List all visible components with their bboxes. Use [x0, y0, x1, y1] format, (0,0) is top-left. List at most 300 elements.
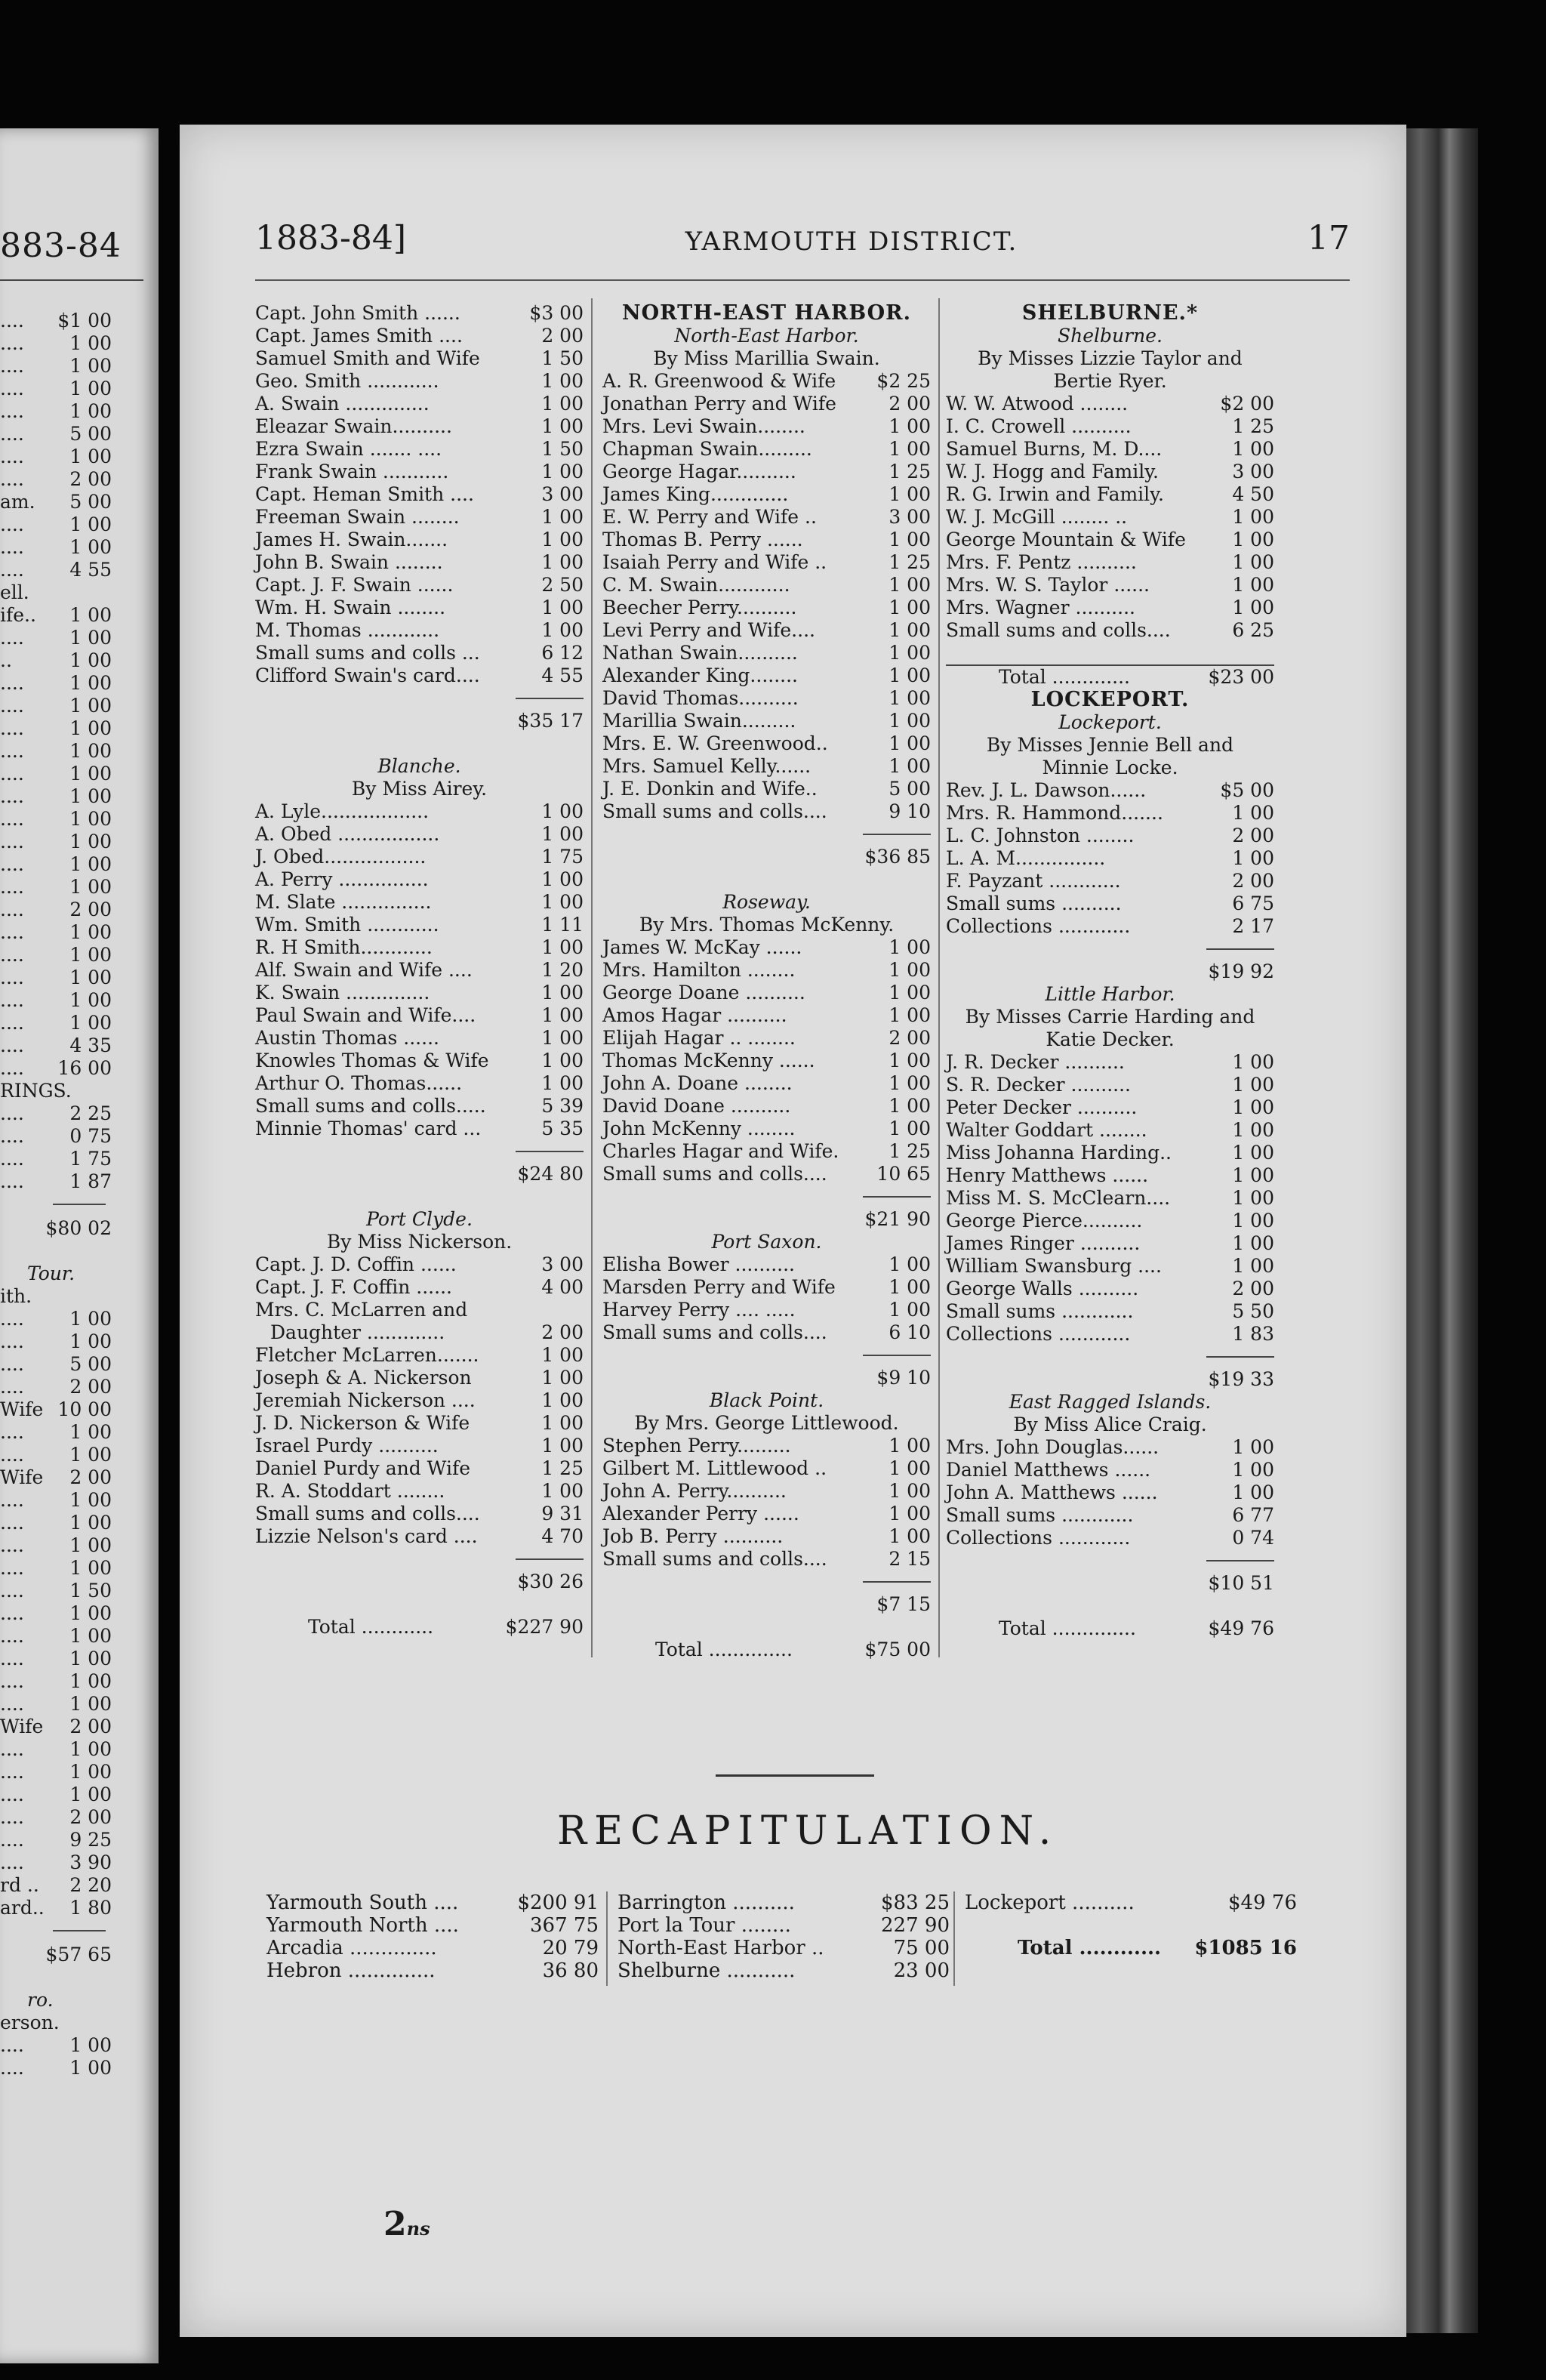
recap-entry-row — [965, 1937, 1297, 1959]
port-clyde-entry-row — [255, 1276, 584, 1299]
ragged-islands-entry-amount: 6 77 — [1232, 1504, 1274, 1526]
roseway-entry-row — [602, 936, 931, 959]
left-line-text: .... — [0, 2034, 24, 2056]
left-line-amount: 1 00 — [69, 808, 112, 830]
left-line-amount: 1 00 — [69, 785, 112, 807]
shelburne-entry-amount: $2 00 — [1220, 393, 1274, 415]
yarmouth-entry-name: Capt. James Smith .... — [255, 325, 463, 347]
recap-entry-name: Barrington .......... — [617, 1891, 795, 1914]
recap-entry-name: Total ............ — [1018, 1937, 1162, 1959]
ne-harbor-entry-name: Levi Perry and Wife.... — [602, 619, 815, 641]
subtotal-little-harbor: $19 33 — [1208, 1368, 1274, 1390]
roseway-entry-name: Charles Hagar and Wife. — [602, 1140, 839, 1162]
blanche-entry-row — [255, 823, 584, 846]
spacer — [602, 868, 931, 891]
ne-harbor-entry-name: Jonathan Perry and Wife — [602, 393, 836, 415]
ne-harbor-entry-row — [602, 642, 931, 664]
left-line — [0, 649, 151, 672]
port-clyde-entry-row — [255, 1299, 584, 1321]
left-line-text: .... — [0, 1444, 24, 1466]
shelburne-entry-name: George Mountain & Wife — [946, 529, 1186, 550]
little-harbor-entry-amount: 1 00 — [1232, 1074, 1274, 1096]
blanche-entry-row — [255, 982, 584, 1004]
page-number: 17 — [1307, 219, 1350, 257]
recap-entry-amount: 227 90 — [881, 1914, 950, 1937]
left-line — [0, 355, 151, 378]
left-line-amount: 1 00 — [69, 1738, 112, 1760]
section-roseway: Roseway. — [722, 891, 811, 913]
left-line-text: .... — [0, 672, 24, 694]
subtotal-roseway: $21 90 — [864, 1208, 931, 1230]
lockeport-entry-name: Small sums .......... — [946, 892, 1122, 914]
yarmouth-entry-row — [255, 302, 584, 325]
yarmouth-entry-amount: 1 00 — [541, 415, 584, 437]
left-line-text: .... — [0, 1057, 24, 1079]
black-point-entry-amount: 1 00 — [888, 1457, 931, 1479]
left-text-value: erson. — [0, 2012, 60, 2033]
left-sum — [0, 1217, 151, 1240]
little-harbor-entry-row — [946, 1096, 1274, 1119]
left-line-text: .... — [0, 445, 24, 467]
left-line-amount: 1 00 — [69, 966, 112, 988]
ragged-islands-entry-name: John A. Matthews ...... — [946, 1481, 1158, 1503]
ne-harbor-entry-name: James King............. — [602, 483, 789, 505]
subtotal-ragged-islands: $10 51 — [1208, 1572, 1274, 1594]
recap-entry-row — [266, 1914, 599, 1937]
blanche-entry-name: Paul Swain and Wife.... — [255, 1004, 476, 1026]
shelburne-entry-name: W. W. Atwood ........ — [946, 393, 1129, 415]
ne-harbor-entry-amount: 1 00 — [888, 415, 931, 437]
shelburne-entry-name: Mrs. Wagner .......... — [946, 597, 1135, 618]
left-line — [0, 2057, 151, 2079]
port-saxon-entry-amount: 1 00 — [888, 1253, 931, 1275]
yarmouth-entry-amount: $3 00 — [529, 302, 584, 324]
left-line-amount: 1 00 — [69, 1421, 112, 1443]
lockeport-entry-row — [946, 870, 1274, 892]
collector-shelburne-2: Bertie Ryer. — [1053, 370, 1167, 392]
ne-harbor-entry-name: Chapman Swain......... — [602, 438, 812, 460]
yarmouth-entry-amount: 1 50 — [541, 347, 584, 369]
yarmouth-entry-name: Wm. H. Swain ........ — [255, 597, 446, 618]
little-harbor-entry-row — [946, 1210, 1274, 1232]
blanche-entry-amount: 1 00 — [541, 823, 584, 845]
blanche-entry-amount: 1 00 — [541, 982, 584, 1003]
roseway-entry-name: John McKenny ........ — [602, 1118, 796, 1139]
little-harbor-entry-name: Small sums ............ — [946, 1300, 1134, 1322]
subtotal-little-harbor-rule-row — [946, 1346, 1274, 1368]
little-harbor-entry-row — [946, 1051, 1274, 1074]
port-clyde-entry-row — [255, 1367, 584, 1389]
ne-harbor-entry-amount: 1 00 — [888, 597, 931, 618]
recap-entry-row — [617, 1891, 950, 1914]
left-line-amount: 5 00 — [69, 491, 112, 513]
ne-harbor-entry-amount: 1 00 — [888, 687, 931, 709]
roseway-entry-row — [602, 1095, 931, 1118]
yarmouth-entry-name: Ezra Swain ....... .... — [255, 438, 442, 460]
shelburne-entry-amount: 1 00 — [1232, 574, 1274, 596]
little-harbor-entry-amount: 1 00 — [1232, 1232, 1274, 1254]
little-harbor-entry-name: S. R. Decker .......... — [946, 1074, 1131, 1096]
blanche-entry-amount: 1 00 — [541, 1004, 584, 1026]
ne-harbor-entry-row — [602, 710, 931, 732]
subtotal-ne-harbor: $36 85 — [864, 846, 931, 868]
black-point-entry-row — [602, 1525, 931, 1548]
port-clyde-entry-amount: 4 00 — [541, 1276, 584, 1298]
left-line-amount: 1 00 — [69, 649, 112, 671]
yarmouth-entry-amount: 6 12 — [541, 642, 584, 664]
ne-harbor-entry-row — [602, 619, 931, 642]
port-saxon-entry-row — [602, 1321, 931, 1344]
roseway-entry-amount: 2 00 — [888, 1027, 931, 1049]
left-line-amount: 1 75 — [69, 1148, 112, 1170]
left-line-text: ard.. — [0, 1897, 45, 1919]
little-harbor-entry-amount: 1 00 — [1232, 1142, 1274, 1164]
lockeport-entry-amount: 2 00 — [1232, 825, 1274, 846]
little-harbor-entry-name: George Pierce.......... — [946, 1210, 1143, 1232]
left-line — [0, 831, 151, 853]
shelburne-entry-amount: 4 50 — [1232, 483, 1274, 505]
page-17 — [180, 125, 1406, 2337]
little-harbor-entry-amount: 1 00 — [1232, 1096, 1274, 1118]
little-harbor-entry-row — [946, 1300, 1274, 1323]
left-line-amount: 4 35 — [69, 1034, 112, 1056]
left-line — [0, 763, 151, 785]
page-header-year: 1883-84] — [255, 219, 406, 257]
subtotal-lockeport-rule-row — [946, 938, 1274, 960]
ne-harbor-entry-amount: 1 00 — [888, 483, 931, 505]
blanche-entry-amount: 1 11 — [541, 914, 584, 936]
left-line-amount: 2 25 — [69, 1102, 112, 1124]
black-point-entry-amount: 1 00 — [888, 1480, 931, 1502]
left-line-amount: 1 00 — [69, 1308, 112, 1330]
roseway-entry-row — [602, 1140, 931, 1163]
little-harbor-entry-amount: 1 00 — [1232, 1119, 1274, 1141]
ne-harbor-entry-amount: 1 25 — [888, 551, 931, 573]
left-line-text: .... — [0, 2057, 24, 2079]
subtotal-black-point: $7 15 — [876, 1593, 931, 1615]
shelburne-entry-amount: 3 00 — [1232, 461, 1274, 482]
little-harbor-entry-name: Henry Matthews ...... — [946, 1164, 1149, 1186]
left-line-text: .... — [0, 1102, 24, 1124]
recap-entry-row — [617, 1937, 950, 1959]
roseway-entry-name: John A. Doane ........ — [602, 1072, 793, 1094]
blanche-entry-amount: 5 39 — [541, 1095, 584, 1117]
port-saxon-entry-row — [602, 1276, 931, 1299]
blanche-entry-row — [255, 914, 584, 936]
recap-entry-row — [965, 1914, 1297, 1937]
roseway-entry-name: Thomas McKenny ...... — [602, 1050, 815, 1071]
left-line-text: .... — [0, 1534, 24, 1556]
recap-entry-name: Yarmouth North .... — [266, 1914, 459, 1937]
roseway-entry-row — [602, 959, 931, 982]
left-line-text: .... — [0, 1512, 24, 1534]
blanche-entry-name: Wm. Smith ............ — [255, 914, 439, 936]
left-line-text: .... — [0, 944, 24, 966]
blanche-entry-row — [255, 959, 584, 982]
recapitulation-title: RECAPITULATION. — [557, 1808, 1059, 1854]
black-point-entry-name: Stephen Perry......... — [602, 1435, 791, 1457]
recap-entry-name: Lockeport .......... — [965, 1891, 1135, 1914]
left-line — [0, 672, 151, 695]
ne-harbor-entry-name: George Hagar.......... — [602, 461, 796, 482]
section-blanche: Blanche. — [377, 755, 461, 777]
collector-little-harbor: By Misses Carrie Harding and — [965, 1006, 1255, 1028]
ne-harbor-entry-amount: 1 00 — [888, 642, 931, 664]
yarmouth-entry-row — [255, 461, 584, 483]
port-clyde-entry-amount: 1 00 — [541, 1389, 584, 1411]
yarmouth-entry-amount: 1 00 — [541, 506, 584, 528]
left-line-amount: 1 50 — [69, 1580, 112, 1602]
port-saxon-entry-amount: 6 10 — [888, 1321, 931, 1343]
left-line-amount: 10 00 — [57, 1398, 112, 1420]
roseway-entry-row — [602, 1027, 931, 1050]
port-saxon-entry-name: Harvey Perry .... ..... — [602, 1299, 796, 1321]
blanche-entry-row — [255, 1095, 584, 1118]
port-clyde-entry-name: Lizzie Nelson's card .... — [255, 1525, 478, 1547]
left-line — [0, 468, 151, 491]
roseway-entry-name: Amos Hagar .......... — [602, 1004, 787, 1026]
ne-harbor-entry-name: Thomas B. Perry ...... — [602, 529, 803, 550]
roseway-entry-name: James W. McKay ...... — [602, 936, 802, 958]
left-subtitle — [0, 1989, 151, 2012]
yarmouth-entry-name: Freeman Swain ........ — [255, 506, 460, 528]
spacer — [255, 1185, 584, 1208]
subtotal-black-point-rule-row — [602, 1571, 931, 1593]
recap-divider-1 — [606, 1891, 608, 1986]
ne-harbor-entry-amount: 2 00 — [888, 393, 931, 415]
book-binding — [1406, 128, 1478, 2333]
blanche-entry-name: M. Slate ............... — [255, 891, 432, 913]
yarmouth-entry-row — [255, 438, 584, 461]
port-saxon-entry-amount: 1 00 — [888, 1276, 931, 1298]
roseway-entry-row — [602, 982, 931, 1004]
left-line — [0, 1897, 151, 1919]
yarmouth-entry-amount: 2 50 — [541, 574, 584, 596]
left-line-text: .... — [0, 695, 24, 717]
left-line — [0, 1057, 151, 1080]
blanche-entry-amount: 1 00 — [541, 1050, 584, 1071]
left-line-text: am. — [0, 491, 35, 513]
shelburne-entry-name: Mrs. F. Pentz .......... — [946, 551, 1137, 573]
left-line-text: ell. — [0, 581, 29, 603]
left-line — [0, 1466, 151, 1489]
roseway-entry-name: Elijah Hagar .. ........ — [602, 1027, 796, 1049]
column-north-east-harbor — [602, 302, 931, 1661]
ne-harbor-entry-amount: $2 25 — [876, 370, 931, 392]
subtotal-port-clyde-row — [255, 1571, 584, 1593]
left-line — [0, 1851, 151, 1874]
left-line — [0, 853, 151, 876]
shelburne-entry-row — [946, 438, 1274, 461]
section-north-east-harbor: NORTH-EAST HARBOR. — [621, 301, 912, 325]
left-line-amount: 1 00 — [69, 1512, 112, 1534]
left-page-header: 883-84 — [0, 227, 122, 265]
left-line-text: .... — [0, 378, 24, 399]
ne-harbor-entry-amount: 1 00 — [888, 438, 931, 460]
left-sum-amount: $57 65 — [45, 1944, 112, 1965]
left-line-text: .... — [0, 513, 24, 535]
left-line — [0, 1602, 151, 1625]
spacer — [255, 1593, 584, 1616]
port-clyde-entry-row — [255, 1525, 584, 1548]
left-page-lines — [0, 310, 151, 2079]
column-divider-1 — [591, 298, 593, 1657]
subtotal-port-saxon-rule — [863, 1355, 931, 1356]
left-line-amount: 1 00 — [69, 1012, 112, 1034]
left-line-text: .... — [0, 310, 24, 331]
port-clyde-entry-amount: 2 00 — [541, 1321, 584, 1343]
yarmouth-entry-row — [255, 370, 584, 393]
shelburne-entry-row — [946, 461, 1274, 483]
port-saxon-entry-name: Marsden Perry and Wife — [602, 1276, 836, 1298]
blanche-entry-row — [255, 1004, 584, 1027]
collector-blanche: By Miss Airey. — [351, 778, 488, 800]
total-port-la-tour-label: Total ............ — [308, 1616, 434, 1638]
subtotal-roseway-row — [602, 1208, 931, 1231]
left-line-text: .... — [0, 1308, 24, 1330]
left-line-text: .... — [0, 355, 24, 377]
total-lockeport: $49 76 — [1208, 1617, 1274, 1639]
ragged-islands-entry-amount: 1 00 — [1232, 1459, 1274, 1481]
ne-harbor-entry-name: Beecher Perry.......... — [602, 597, 797, 618]
port-clyde-entry-row — [255, 1344, 584, 1367]
left-line-text: Wife — [0, 1716, 44, 1737]
port-clyde-entry-name: Daughter ............. — [270, 1321, 445, 1343]
collector-shelburne: By Misses Lizzie Taylor and — [978, 347, 1243, 369]
little-harbor-entry-name: J. R. Decker .......... — [946, 1051, 1125, 1073]
black-point-entry-name: Small sums and colls.... — [602, 1548, 827, 1570]
ne-harbor-entry-row — [602, 664, 931, 687]
blanche-entry-name: R. H Smith............ — [255, 936, 433, 958]
left-line-amount: 2 00 — [69, 1376, 112, 1398]
port-clyde-entry-amount: 1 00 — [541, 1480, 584, 1502]
ragged-islands-entry-name: Collections ............ — [946, 1527, 1131, 1549]
left-line — [0, 581, 151, 604]
left-line-amount: 2 00 — [69, 1716, 112, 1737]
recap-entry-amount: $83 25 — [881, 1891, 950, 1914]
little-harbor-entry-name: Collections ............ — [946, 1323, 1131, 1345]
left-line-text: ife.. — [0, 604, 36, 626]
little-harbor-entry-name: James Ringer .......... — [946, 1232, 1141, 1254]
port-clyde-entry-name: Mrs. C. McLarren and — [255, 1299, 468, 1321]
recap-entry-name: Arcadia .............. — [266, 1937, 437, 1959]
left-line-text: .... — [0, 400, 24, 422]
left-line-text: .... — [0, 423, 24, 445]
left-line — [0, 1783, 151, 1806]
ragged-islands-entry-row — [946, 1459, 1274, 1481]
collector-little-harbor-2: Katie Decker. — [1046, 1028, 1175, 1050]
ragged-islands-entry-amount: 1 00 — [1232, 1481, 1274, 1503]
blanche-entry-row — [255, 936, 584, 959]
left-line-amount: 1 00 — [69, 1670, 112, 1692]
shelburne-entry-amount: 6 25 — [1232, 619, 1274, 641]
left-line — [0, 559, 151, 581]
port-clyde-entry-amount: 1 25 — [541, 1457, 584, 1479]
blanche-entry-name: Knowles Thomas & Wife — [255, 1050, 489, 1071]
port-clyde-entry-row — [255, 1321, 584, 1344]
total-north-east-harbor-row — [602, 1639, 931, 1661]
subtotal-black-point-rule — [863, 1581, 931, 1583]
ne-harbor-entry-name: Small sums and colls.... — [602, 800, 827, 822]
left-sum-amount: $80 02 — [45, 1217, 112, 1239]
subtotal-little-harbor-rule — [1206, 1356, 1274, 1358]
roseway-entry-amount: 1 00 — [888, 1072, 931, 1094]
left-line-text: .... — [0, 1580, 24, 1602]
ragged-islands-entry-row — [946, 1481, 1274, 1504]
blanche-entry-amount: 1 00 — [541, 891, 584, 913]
yarmouth-entry-name: Small sums and colls ... — [255, 642, 480, 664]
collector-roseway: By Mrs. Thomas McKenny. — [639, 914, 895, 936]
shelburne-entry-amount: 1 00 — [1232, 438, 1274, 460]
lockeport-entry-row — [946, 847, 1274, 870]
section-divider — [716, 1774, 874, 1777]
ne-harbor-entry-row — [602, 393, 931, 415]
ne-harbor-entry-row — [602, 597, 931, 619]
blanche-entry-name: A. Lyle.................. — [255, 800, 430, 822]
subtotal-lockeport: $19 92 — [1208, 960, 1274, 982]
blanche-entry-name: Austin Thomas ...... — [255, 1027, 439, 1049]
left-line — [0, 1625, 151, 1648]
port-clyde-entry-amount: 1 00 — [541, 1435, 584, 1457]
total-shelburne-row — [946, 664, 1274, 689]
yarmouth-entry-amount: 1 00 — [541, 619, 584, 641]
left-line-amount: 0 75 — [69, 1125, 112, 1147]
subtotal-black-point-row — [602, 1593, 931, 1616]
subtotal-blanche: $24 80 — [517, 1163, 584, 1185]
ne-harbor-entry-amount: 3 00 — [888, 506, 931, 528]
port-clyde-entry-amount: 9 31 — [541, 1503, 584, 1524]
roseway-entry-amount: 1 00 — [888, 936, 931, 958]
left-line — [0, 1557, 151, 1580]
roseway-entry-amount: 1 00 — [888, 982, 931, 1003]
ne-harbor-entry-row — [602, 483, 931, 506]
lockeport-entry-amount: 2 00 — [1232, 870, 1274, 892]
left-line-amount: 1 00 — [69, 332, 112, 354]
left-line — [0, 332, 151, 355]
left-line-text: .... — [0, 559, 24, 581]
yarmouth-entry-name: Frank Swain ........... — [255, 461, 449, 482]
little-harbor-entry-row — [946, 1119, 1274, 1142]
port-clyde-entry-name: Jeremiah Nickerson .... — [255, 1389, 476, 1411]
subtotal-roseway-rule — [863, 1196, 931, 1198]
port-clyde-entry-row — [255, 1435, 584, 1457]
left-line-amount: 1 00 — [69, 1330, 112, 1352]
shelburne-entry-row — [946, 574, 1274, 597]
blanche-entry-amount: 1 75 — [541, 846, 584, 868]
port-clyde-entry-name: R. A. Stoddart ........ — [255, 1480, 445, 1502]
left-line — [0, 717, 151, 740]
left-line — [0, 1670, 151, 1693]
black-point-entry-amount: 1 00 — [888, 1503, 931, 1524]
left-line — [0, 491, 151, 513]
left-line-amount: 1 00 — [69, 2034, 112, 2056]
left-line-text: .... — [0, 785, 24, 807]
ne-harbor-entry-name: Mrs. Samuel Kelly...... — [602, 755, 811, 777]
recap-column-3 — [965, 1891, 1297, 1959]
lockeport-entry-row — [946, 802, 1274, 825]
left-line — [0, 785, 151, 808]
left-line-text: .... — [0, 1376, 24, 1398]
left-line — [0, 400, 151, 423]
left-line-text: .... — [0, 1806, 24, 1828]
lockeport-entry-name: Mrs. R. Hammond....... — [946, 802, 1163, 824]
left-line-text: .. — [0, 649, 12, 671]
collector-north-east-harbor: By Miss Marillia Swain. — [653, 347, 880, 369]
left-line-text: .... — [0, 1648, 24, 1669]
column-yarmouth — [255, 302, 584, 1639]
subtotal-ragged-islands-row — [946, 1572, 1274, 1595]
yarmouth-entry-amount: 3 00 — [541, 483, 584, 505]
